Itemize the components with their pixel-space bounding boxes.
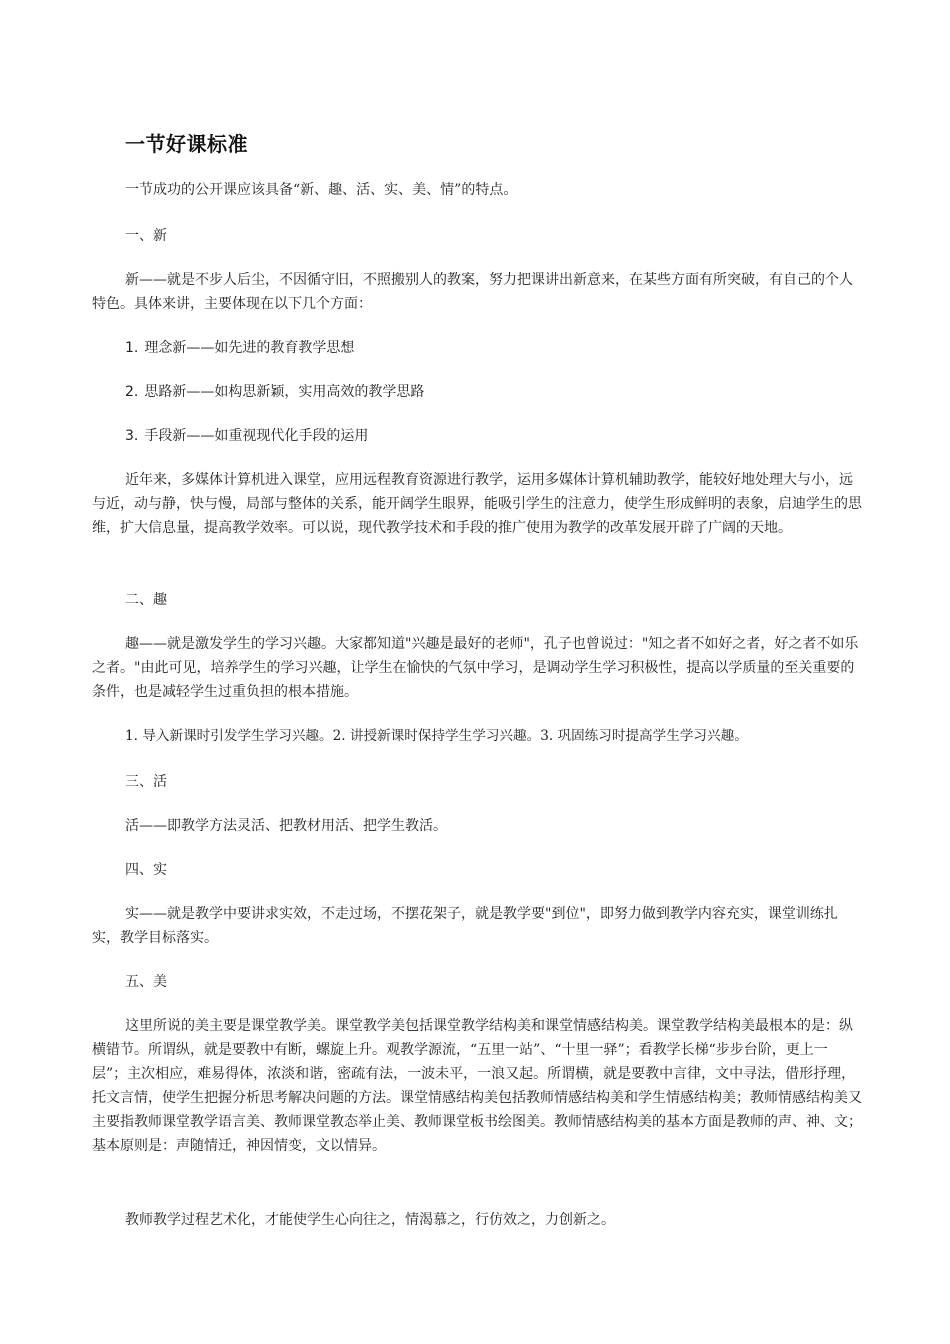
section-beauty-paragraph: 这里所说的美主要是课堂教学美。课堂教学美包括课堂教学结构美和课堂情感结构美。课堂教学结构美最根本的是：纵横错节。所谓纵，就是要教中有断，螺旋上升。观教学源流，“五里一站”、“十里一驿”；看教学长梯“步步台阶，更上一层”；主次相应，难易得体，浓淡和谐，密疏有法，一波未平，一浪又起。所谓横，就是要教中言律，文中寻法，借形抒理，托文言情，使学生把握分析思考解决问题的方法。课堂情感结构美包括教师情感结构美和学生情感结构美；教师情感结构美又主要指教师课堂教学语言美、教师课堂教态举止美、教师课堂板书绘图美。教师情感结构美的基本方面是教师的声、神、文；基本原则是：声随情迁，神因情变，文以情异。 (92, 1018, 862, 1154)
section-interest-paragraph: 趣——就是激发学生的学习兴趣。大家都知道"兴趣是最好的老师"，孔子也曾说过："知之者不如好之者，好之者不如乐之者。"由此可见，培养学生的学习兴趣，让学生在愉快的气氛中学习，是调动学生学习积极性，提高以学质量的至关重要的条件，也是减轻学生过重负担的根本措施。 (92, 636, 859, 700)
section-practical-paragraph: 实——就是教学中要讲求实效，不走过场，不摆花架子，就是教学要"到位"，即努力做到教学内容充实，课堂训练扎实，教学目标落实。 (92, 906, 838, 946)
section-heading-lively: 三、活 (125, 774, 167, 790)
list-item-number: 1. (125, 340, 139, 356)
list-item-text: 理念新——如先进的教育教学思想 (144, 340, 355, 356)
section-new-paragraph: 新——就是不步人后尘，不因循守旧，不照搬别人的教案，努力把课讲出新意来，在某些方面有所突破，有自己的个人特色。具体来讲，主要体现在以下几个方面： (92, 272, 853, 312)
list-item (125, 336, 354, 360)
list-item-text: 手段新——如重视现代化手段的运用 (144, 428, 369, 444)
section-new-paragraph-2: 近年来，多媒体计算机进入课堂，应用远程教育资源进行教学，运用多媒体计算机辅助教学，能较好地处理大与小，远与近，动与静，快与慢，局部与整体的关系，能开阔学生眼界，能吸引学生的注意力，使学生形成鲜明的表象，启迪学生的思维，扩大信息量，提高教学效率。可以说，现代教学技术和手段的推广使用为教学的改革发展开辟了广阔的天地。 (92, 472, 862, 536)
list-item-number: 2. (125, 384, 139, 400)
section-heading-interest: 二、趣 (125, 592, 167, 608)
intro-paragraph: 一节成功的公开课应该具备“新、趣、活、实、美、情”的特点。 (125, 182, 518, 198)
page-title: 一节好课标准 (125, 132, 248, 156)
list-item-number: 3. (125, 428, 139, 444)
section-lively-paragraph: 活——即教学方法灵活、把教材用活、把学生教活。 (125, 818, 447, 834)
section-heading-practical: 四、实 (125, 862, 167, 878)
list-item (125, 424, 368, 448)
section-heading-new: 一、新 (125, 228, 167, 244)
section-beauty-paragraph-2: 教师教学过程艺术化，才能使学生心向往之，情渴慕之，行仿效之，力创新之。 (125, 1212, 615, 1228)
section-interest-list: 1. 导入新课时引发学生学习兴趣。2. 讲授新课时保持学生学习兴趣。3. 巩固练习时提高学生学习兴趣。 (125, 728, 748, 744)
list-item (125, 380, 424, 404)
list-item-text: 思路新——如构思新颖，实用高效的教学思路 (144, 384, 425, 400)
section-heading-beauty: 五、美 (125, 974, 167, 990)
